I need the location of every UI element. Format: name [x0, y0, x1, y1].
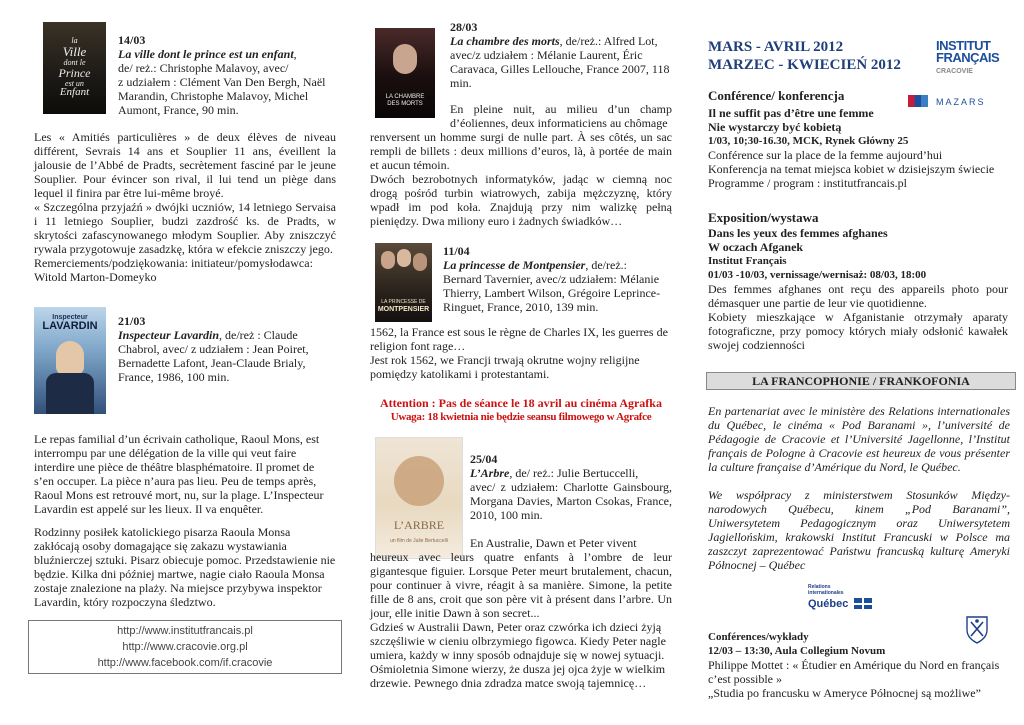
poster-l-arbre: [375, 437, 463, 559]
attention-notice: [360, 396, 682, 424]
poster-ville-prince: [43, 22, 106, 114]
page-title: [708, 38, 901, 74]
poster-figure: [394, 456, 444, 506]
conference-section: [708, 88, 913, 104]
film-title: La chambre des morts: [450, 34, 560, 48]
film-title: La ville dont le prince est un enfant: [118, 47, 294, 61]
film-entry: [470, 452, 672, 522]
film-cast: z udziałem : Clément Van Den Bergh, Naël Marandin, Christophe Malavoy, Michel Aumont, France, 90 min.: [118, 75, 326, 117]
section-heading: Conférence/ konferencja: [708, 88, 845, 103]
exhibition-place: Institut Français: [708, 255, 787, 267]
conference-details: [708, 106, 1018, 190]
film-date: 14/03: [118, 33, 146, 47]
exhibition-desc-fr: Des femmes afghanes ont reçu des appareils photo pour démasquer une partie de leur vie quotidienne.: [708, 282, 1008, 310]
logo-text: CRACOVIE: [936, 68, 973, 75]
poster-text: Inspecteur: [52, 314, 88, 321]
exhibition-when: 01/03 -10/03, vernissage/wernisaż: 08/03, 18:00: [708, 269, 927, 281]
acknowledgements: Remerciements/podziękowania: initiateur/pomysłodawca: Witold Marton-Domeyko: [34, 256, 313, 284]
film-cast: avec/ z udziałem: Charlotte Gainsbourg, Morgana Davies, Marton Csokas, France, 2010, 100 min.: [470, 480, 672, 522]
section-heading: Exposition/wystawa: [708, 210, 819, 225]
season-title-pl: MARZEC - KWIECIEŃ 2012: [708, 57, 901, 73]
poster-figure: [46, 373, 94, 414]
poster-text: LA CHAMBRE: [385, 94, 425, 100]
season-title-fr: MARS - AVRIL 2012: [708, 39, 844, 55]
poster-text: la: [71, 36, 78, 45]
film-description-pl: Dwóch bezrobotnych informatyków, jadąc w ciemną noc drogą pośród turbin wiatrowych, zabija mężczyznę, który wpadł im pod koła. Znajdują przy nim walizkę pełną pieniędzy. Dwa miliony euro i żadnych świadków…: [370, 172, 672, 228]
poster-text: est un: [65, 79, 84, 88]
film-entry: [118, 33, 350, 117]
logo-text: FRANÇAIS: [936, 50, 1000, 65]
film-description-pl: Jest rok 1562, we Francji trwają okrutne wojny religijne pomiędzy katolikami i protestantami.: [370, 353, 640, 381]
lecture-title-pl: „Studia po francusku w Ameryce Północnej są możliwe”: [708, 686, 981, 700]
facebook-link[interactable]: http://www.facebook.com/if.cracovie: [97, 657, 273, 669]
film-cast: avec/z udziałem : Mélanie Laurent, Éric Caravaca, Gilles Lellouche, France 2007, 118 min.: [450, 48, 670, 90]
film-title-suffix: ,: [293, 47, 297, 61]
exhibition-title-fr: Dans les yeux des femmes afghanes: [708, 226, 888, 240]
poster-figure: [397, 249, 411, 267]
attention-fr: Attention : Pas de séance le 18 avril au cinéma Agrafka: [380, 396, 662, 410]
poster-figure: [413, 253, 427, 271]
logo-text: internationales: [808, 590, 844, 596]
film-entry: [118, 314, 338, 384]
film-title: Inspecteur Lavardin: [118, 328, 220, 342]
film-description-pl: Rodzinny posiłek katolickiego pisarza Raoula Monsa zakłócają osoby domagające się zakazu wystawiania bluźnierczej sztuki. Pisarz obiecuje pomoc. Przedstawienie nie będzie. Kilka dni później martwe, nagie ciało Raoula Monsa zostaje znalezione na plaży. Na miejsce przybywa inspektor Lavardin, który rozpoczyna śledztwo.: [34, 525, 336, 609]
film-title-suffix: , de/ reż.: Julie Bertuccelli,: [509, 466, 639, 480]
francophonie-text-pl: We współpracy z ministerstwem Stosunków Między-narodowych Québecu, kinem „Pod Baranami”, Uniwersytetem Pedagogicznym oraz Uniwersytetem Jagiellońskim, krakowski Institut Francuski w Polsce ma zaszczyt zaprezentować Państwu francuską kulturę Ameryki Północnej – Québec: [708, 488, 1010, 572]
film-date: 11/04: [443, 244, 470, 258]
poster-text: LAVARDIN: [42, 320, 98, 332]
film-title: La princesse de Montpensier: [443, 258, 586, 272]
conference-desc: Konferencja na temat miejsca kobiet w dzisiejszym świecie: [708, 162, 995, 176]
film-description-fr: renversent un homme surgi de nulle part. À ses côtés, un sac rempli de billets : deux millions d’euros, là, à portée de main et aucun témoin.: [370, 130, 672, 172]
film-description-fr: heureux avec leurs quatre enfants à l’ombre de leur gigantesque figuier. Lorsque Peter meurt brutalement, chacun, pour continuer à vivre, réagit à sa manière. Simone, la petite fille de 8 ans, croit que son père vit à présent dans l’arbre. Un jour, elle initie Dawn à son secret...: [370, 550, 672, 620]
section-heading: Conférences/wykłady: [708, 631, 809, 643]
conference-when: 1/03, 10;30-16.30, MCK, Rynek Główny 25: [708, 135, 909, 147]
film-entry: [450, 20, 672, 90]
poster-figure: [381, 251, 395, 269]
film-description-fr: Le repas familial d’un écrivain catholique, Raoul Mons, est interrompu par une délégation de la ville qui veut faire interdire une pièce de théâtre blasphématoire. Il promet de s’en occuper. La pièce n’aura pas lieu. Peu de temps après, Raoul Mons est retrouvé mort, nu, sur la plage. L’Inspecteur Lavardin est appelé sur les lieux. Il va enquêter.: [34, 432, 324, 516]
lecture-title-fr: Philippe Mottet : « Étudier en Amérique du Nord en français c’est possible »: [708, 658, 1000, 686]
poster-figure: [56, 341, 84, 375]
quebec-logo: [808, 584, 888, 610]
poster-text: Prince: [58, 66, 91, 80]
institut-francais-logo: [936, 40, 1008, 78]
poster-text: dont le: [63, 58, 86, 67]
film-cast: Bernard Tavernier, avec/z udziałem: Mélanie Thierry, Lambert Wilson, Grégoire Leprince-Ringuet, France, 2010, 139 min.: [443, 272, 661, 314]
quebec-flag-icon: [854, 598, 872, 609]
poster-lavardin: [34, 307, 106, 414]
film-entry: [443, 244, 672, 314]
poster-text: L’ARBRE: [393, 518, 445, 532]
logo-text: Relations: [808, 584, 831, 590]
film-cast: Chabrol, avec/ z udziałem : Jean Poiret, Bernadette Lafont, Jean-Claude Brialy, France, 1986, 100 min.: [118, 342, 309, 384]
conference-desc: Conférence sur la place de la femme aujourd’hui: [708, 148, 943, 162]
poster-princesse-montpensier: [375, 243, 432, 322]
logo-text: INSTITUT: [936, 38, 991, 53]
film-title-suffix: , de/reż.:: [585, 258, 627, 272]
film-description-fr: [34, 130, 336, 284]
conference-program: Programme / program : institutfrancais.pl: [708, 176, 907, 190]
conference-title-pl: Nie wystarczy być kobietą: [708, 120, 842, 134]
poster-text: un film de Julie Bertuccelli: [390, 538, 448, 544]
exhibition-title-pl: W oczach Afganek: [708, 240, 804, 254]
logo-text: Québec: [808, 598, 849, 610]
lectures-when: 12/03 – 13:30, Aula Collegium Novum: [708, 645, 886, 657]
poster-text: DES MORTS: [387, 101, 423, 107]
film-description-fr: En Australie, Dawn et Peter vivent: [470, 536, 637, 550]
paragraph: Les « Amitiés particulières » de deux élèves de niveau différent, Sevrais 14 ans et Souplier 11 ans, éveillent la jalousie de l’Abbé de Pradts, secrètement fasciné par le jeune Souplier. Pour évincer son rival, il lui tend un piège dans lequel il finira par être lui-même broyé.: [34, 130, 336, 200]
exhibition-desc-pl: Kobiety mieszkające w Afganistanie otrzymały aparaty fotograficzne, przy pomocy których miały odsłonić kawałek swojej codzienności: [708, 310, 1008, 352]
film-date: 21/03: [118, 314, 146, 328]
poster-text: MONTPENSIER: [377, 306, 430, 313]
poster-text: Enfant: [59, 86, 90, 98]
mazars-text: MAZARS: [936, 97, 986, 107]
lectures-section: [708, 630, 1018, 700]
film-title-suffix: , de/reż : Claude: [219, 328, 298, 342]
film-description-fr: En pleine nuit, au milieu d’un champ d’éoliennes, deux informaticiens au chômage: [450, 102, 672, 130]
poster-figure: [393, 44, 417, 74]
poster-text: LA PRINCESSE DE: [381, 299, 426, 305]
film-description-pl: Gdzieś w Australii Dawn, Peter oraz czwórka ich dzieci żyją szczęśliwie w cieniu olbrzymiego figowca. Kiedy Peter nagle umiera, każdy w inny sposób odnajduje się w nowej sytuacji. Ośmioletnia Simone wierzy, że dusza jej ojca żyje w wielkim drzewie. Pewnego dnia zdradza matce swoją tajemnicę…: [370, 620, 666, 690]
website-link[interactable]: http://www.cracovie.org.pl: [122, 641, 248, 653]
exhibition-section: [708, 210, 1008, 352]
links-box: [28, 620, 342, 674]
film-title: L’Arbre: [470, 466, 510, 480]
francophonie-text-fr: En partenariat avec le ministère des Relations internationales du Québec, le cinéma « Pod Baranami », l’université de Pédagogie de Cracovie et l’Université Jagellonne, l’Institut français de Pologne à Cracovie est heureux de vous présenter la culture française d’Amérique du Nord, le Québec.: [708, 404, 1010, 474]
francophonie-band: LA FRANCOPHONIE / FRANKOFONIA: [706, 372, 1016, 390]
film-date: 25/04: [470, 452, 498, 466]
film-title-suffix: , de/reż.: Alfred Lot,: [559, 34, 658, 48]
film-description-fr: 1562, la France est sous le règne de Charles IX, les guerres de religion font rage…: [370, 325, 668, 353]
film-date: 28/03: [450, 20, 478, 34]
paragraph: « Szczególna przyjaźń » dwójki uczniów, 14 letniego Servaisa i 11 letniego Souplier, budzi zazdrość ks. de Pradts, w skrytości zafascynowanego młodym Souplier. Aby zniszczyć rywala przygotowuje zasadzkę, która w efekcie zniszczy jego.: [34, 200, 336, 256]
poster-text: Ville: [62, 44, 87, 59]
conference-title-fr: Il ne suffit pas d’être une femme: [708, 106, 874, 120]
film-director: de/ reż.: Christophe Malavoy, avec/: [118, 61, 289, 75]
website-link[interactable]: http://www.institutfrancais.pl: [117, 625, 253, 637]
poster-chambre-des-morts: [375, 28, 435, 118]
attention-pl: Uwaga: 18 kwietnia nie będzie seansu filmowego w Agrafce: [390, 411, 652, 423]
